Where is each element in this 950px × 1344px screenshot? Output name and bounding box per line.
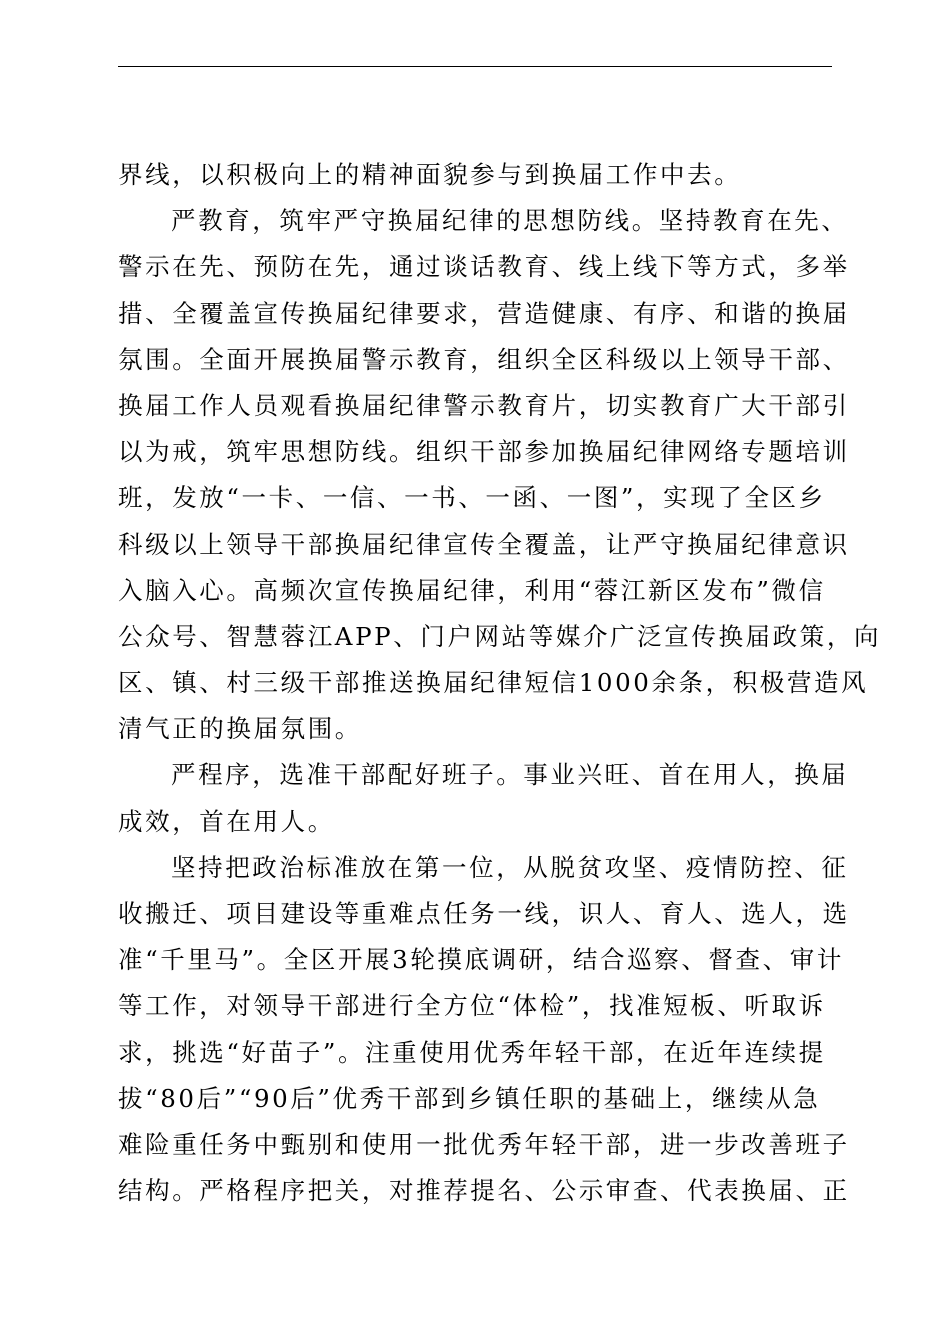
text-line: 拔“80后”“90后”优秀干部到乡镇任职的基础上，继续从急 bbox=[118, 1083, 821, 1113]
text-line: 清气正的换届氛围。 bbox=[118, 714, 362, 744]
text-line: 难险重任务中甄别和使用一批优秀年轻干部，进一步改善班子 bbox=[118, 1129, 850, 1159]
text-line: 结构。严格程序把关，对推荐提名、公示审查、代表换届、正 bbox=[118, 1176, 850, 1206]
document-body bbox=[118, 152, 882, 1214]
text-line: 科级以上领导干部换届纪律宣传全覆盖，让严守换届纪律意识 bbox=[118, 529, 850, 559]
text-line: 入脑入心。高频次宣传换届纪律，利用“蓉江新区发布”微信 bbox=[118, 575, 826, 605]
text-line: 求，挑选“好苗子”。注重使用优秀年轻干部，在近年连续提 bbox=[118, 1037, 826, 1067]
paragraph-start-line: 严教育，筑牢严守换届纪律的思想防线。坚持教育在先、 bbox=[171, 206, 849, 236]
text-line: 警示在先、预防在先，通过谈话教育、线上线下等方式，多举 bbox=[118, 252, 850, 282]
text-line: 界线，以积极向上的精神面貌参与到换届工作中去。 bbox=[118, 160, 742, 189]
text-line: 以为戒，筑牢思想防线。组织干部参加换届纪律网络专题培训 bbox=[118, 437, 850, 467]
text-line: 区、镇、村三级干部推送换届纪律短信1000余条，积极营造风 bbox=[118, 668, 869, 698]
text-line: 换届工作人员观看换届纪律警示教育片，切实教育广大干部引 bbox=[118, 390, 850, 420]
text-line: 准“千里马”。全区开展3轮摸底调研，结合巡察、督查、审计 bbox=[118, 945, 844, 975]
text-line: 收搬迁、项目建设等重难点任务一线，识人、育人、选人，选 bbox=[118, 899, 850, 928]
text-line: 成效，首在用人。 bbox=[118, 806, 335, 836]
text-line: 班，发放“一卡、一信、一书、一函、一图”，实现了全区乡 bbox=[118, 483, 826, 513]
paragraph-start-line: 严程序，选准干部配好班子。事业兴旺、首在用人，换届 bbox=[171, 760, 849, 790]
text-line: 等工作，对领导干部进行全方位“体检”，找准短板、听取诉 bbox=[118, 991, 826, 1021]
header-rule bbox=[118, 66, 832, 67]
paragraph-start-line: 坚持把政治标准放在第一位，从脱贫攻坚、疫情防控、征 bbox=[171, 852, 849, 882]
text-line: 公众号、智慧蓉江APP、门户网站等媒介广泛宣传换届政策，向 bbox=[118, 621, 882, 651]
text-line: 氛围。全面开展换届警示教育，组织全区科级以上领导干部、 bbox=[118, 344, 850, 374]
text-line: 措、全覆盖宣传换届纪律要求，营造健康、有序、和谐的换届 bbox=[118, 298, 850, 328]
